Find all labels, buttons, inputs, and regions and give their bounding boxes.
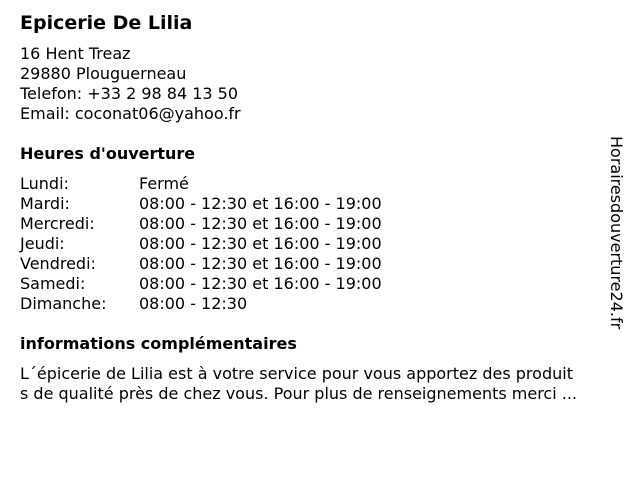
- hours-heading: Heures d'ouverture: [20, 144, 196, 163]
- description-line: s de qualité près de chez vous. Pour plus de renseignements merci ...: [20, 384, 578, 403]
- shop-name: Epicerie De Lilia: [20, 12, 193, 34]
- city-address: 29880 Plouguerneau: [20, 64, 187, 83]
- hours-day: Lundi:: [20, 174, 69, 193]
- hours-day: Jeudi:: [20, 234, 65, 253]
- description: [20, 364, 630, 404]
- description-line: L´épicerie de Lilia est à votre service pour vous apportez des produit: [20, 364, 573, 383]
- address-block: [20, 44, 241, 124]
- hours-time: 08:00 - 12:30 et 16:00 - 19:00: [139, 254, 382, 273]
- phone-number: Telefon: +33 2 98 84 13 50: [20, 84, 239, 103]
- hours-time: 08:00 - 12:30 et 16:00 - 19:00: [139, 194, 382, 213]
- hours-day: Mercredi:: [20, 214, 95, 233]
- watermark-label: Horairesdouverture24.fr: [607, 136, 626, 330]
- email-address: Email: coconat06@yahoo.fr: [20, 104, 241, 123]
- hours-time: Fermé: [139, 174, 189, 193]
- hours-time: 08:00 - 12:30 et 16:00 - 19:00: [139, 274, 382, 293]
- street-address: 16 Hent Treaz: [20, 44, 131, 63]
- hours-day: Dimanche:: [20, 294, 107, 313]
- hours-time: 08:00 - 12:30: [139, 294, 248, 313]
- hours-day: Mardi:: [20, 194, 70, 213]
- hours-day: Samedi:: [20, 274, 86, 293]
- hours-time: 08:00 - 12:30 et 16:00 - 19:00: [139, 214, 382, 233]
- hours-day: Vendredi:: [20, 254, 96, 273]
- info-heading: informations complémentaires: [20, 334, 297, 353]
- hours-time: 08:00 - 12:30 et 16:00 - 19:00: [139, 234, 382, 253]
